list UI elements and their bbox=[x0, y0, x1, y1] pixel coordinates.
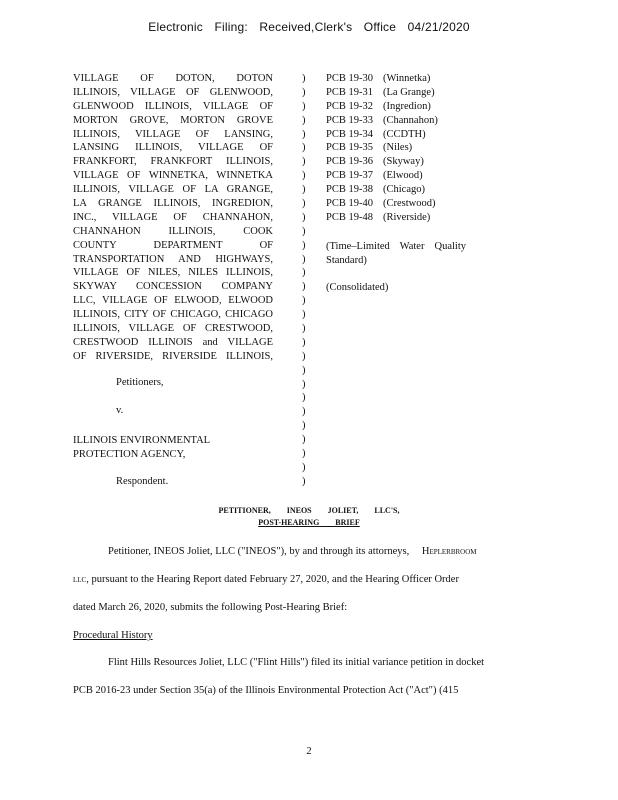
docket-entry: PCB 19-35 (Niles) bbox=[326, 142, 413, 154]
petitioner-line: VILLAGE OF WINNETKA, WINNETKA bbox=[73, 170, 273, 182]
respondent-party bbox=[73, 434, 210, 462]
docket-entry: PCB 19-40 (Crestwood) bbox=[326, 198, 436, 210]
body-paragraph-2-line-2: PCB 2016-23 under Section 35(a) of the Illinois Environmental Protection Act ("Act") (415 bbox=[73, 685, 459, 696]
caption-parties bbox=[73, 72, 273, 364]
body-paragraph-1-line-3: dated March 26, 2020, submits the following Post-Hearing Brief: bbox=[73, 602, 348, 613]
petitioner-line: VILLAGE OF DOTON, DOTON bbox=[73, 73, 273, 84]
petitioner-line: CHANNAHON ILLINOIS, COOK bbox=[73, 225, 273, 237]
law-firm-name: Heplerbroom bbox=[421, 546, 477, 557]
docket-entry: PCB 19-38 (Chicago) bbox=[326, 184, 425, 196]
docket-entry: PCB 19-33 (Channahon) bbox=[326, 114, 438, 126]
petitioner-line: ILLINOIS, CITY OF CHICAGO, CHICAGO bbox=[73, 309, 273, 321]
docket-entry: PCB 19-30 (Winnetka) bbox=[326, 73, 431, 84]
docket-entry: PCB 19-48 (Riverside) bbox=[326, 211, 431, 223]
petitioner-line: ILLINOIS, VILLAGE OF CRESTWOOD, bbox=[73, 323, 273, 335]
water-quality-standard-note: (Time–Limited Water Quality Standard) bbox=[326, 241, 466, 266]
petitioner-line: TRANSPORTATION AND HIGHWAYS, bbox=[73, 253, 273, 265]
respondent-line: ILLINOIS ENVIRONMENTAL bbox=[73, 435, 211, 446]
petitioner-line: INC., VILLAGE OF CHANNAHON, bbox=[73, 211, 273, 223]
body-paragraph-1-line-2: llc, pursuant to the Hearing Report dated February 27, 2020, and the Hearing Officer Order bbox=[73, 574, 459, 585]
docket-entry: PCB 19-32 (Ingredion) bbox=[326, 100, 431, 112]
caption-bracket-column: ) ) ) ) ) ) ) ) ) ) ) ) ) ) ) ) ) ) ) ) ) ) ) ) ) ) ) ) ) ) bbox=[302, 73, 306, 487]
docket-entry: PCB 19-37 (Elwood) bbox=[326, 170, 423, 182]
petitioner-line: LANSING ILLINOIS, VILLAGE OF bbox=[73, 142, 273, 154]
versus-label: v. bbox=[116, 405, 124, 416]
petitioner-line: OF RIVERSIDE, RIVERSIDE ILLINOIS, bbox=[73, 350, 273, 362]
brief-title bbox=[0, 505, 618, 529]
petitioner-line: FRANKFORT, FRANKFORT ILLINOIS, bbox=[73, 156, 273, 168]
docket-entry: PCB 19-36 (Skyway) bbox=[326, 156, 424, 168]
body-paragraph-1-line-1: Petitioner, INEOS Joliet, LLC ("INEOS"), by and through its attorneys, Heplerbroom bbox=[108, 546, 477, 557]
petitioner-line: CRESTWOOD ILLINOIS and VILLAGE bbox=[73, 336, 273, 348]
docket-entry: PCB 19-31 (La Grange) bbox=[326, 86, 435, 98]
petitioner-line: LLC, VILLAGE OF ELWOOD, ELWOOD bbox=[73, 295, 273, 307]
respondent-label: Respondent. bbox=[116, 476, 169, 487]
petitioner-line: LA GRANGE ILLINOIS, INGREDION, bbox=[73, 198, 273, 210]
petitioner-line: ILLINOIS, VILLAGE OF GLENWOOD, bbox=[73, 86, 273, 98]
section-heading: Procedural History bbox=[73, 630, 153, 641]
petitioners-label: Petitioners, bbox=[116, 377, 164, 388]
brief-title-line-1: PETITIONER, INEOS JOLIET, LLC'S, bbox=[218, 506, 400, 515]
docket-entry: PCB 19-34 (CCDTH) bbox=[326, 128, 426, 140]
docket-list bbox=[326, 72, 438, 225]
petitioner-line: SKYWAY CONCESSION COMPANY bbox=[73, 281, 273, 293]
petitioner-line: VILLAGE OF NILES, NILES ILLINOIS, bbox=[73, 267, 273, 279]
petitioner-line: MORTON GROVE, MORTON GROVE bbox=[73, 114, 273, 126]
respondent-line: PROTECTION AGENCY, bbox=[73, 448, 186, 460]
petitioner-line: GLENWOOD ILLINOIS, VILLAGE OF bbox=[73, 100, 273, 112]
consolidated-note: (Consolidated) bbox=[326, 282, 389, 293]
petitioner-line: ILLINOIS, VILLAGE OF LA GRANGE, bbox=[73, 184, 273, 196]
page-number: 2 bbox=[306, 746, 312, 757]
body-paragraph-2-line-1: Flint Hills Resources Joliet, LLC ("Flint Hills") filed its initial variance petition in docket bbox=[108, 657, 485, 668]
filing-stamp-header: Electronic Filing: Received,Clerk's Office 04/21/2020 bbox=[148, 20, 470, 34]
petitioner-line: ILLINOIS, VILLAGE OF LANSING, bbox=[73, 128, 273, 140]
brief-title-line-2: POST-HEARING BRIEF bbox=[258, 518, 360, 527]
petitioner-line: COUNTY DEPARTMENT OF bbox=[73, 239, 273, 251]
